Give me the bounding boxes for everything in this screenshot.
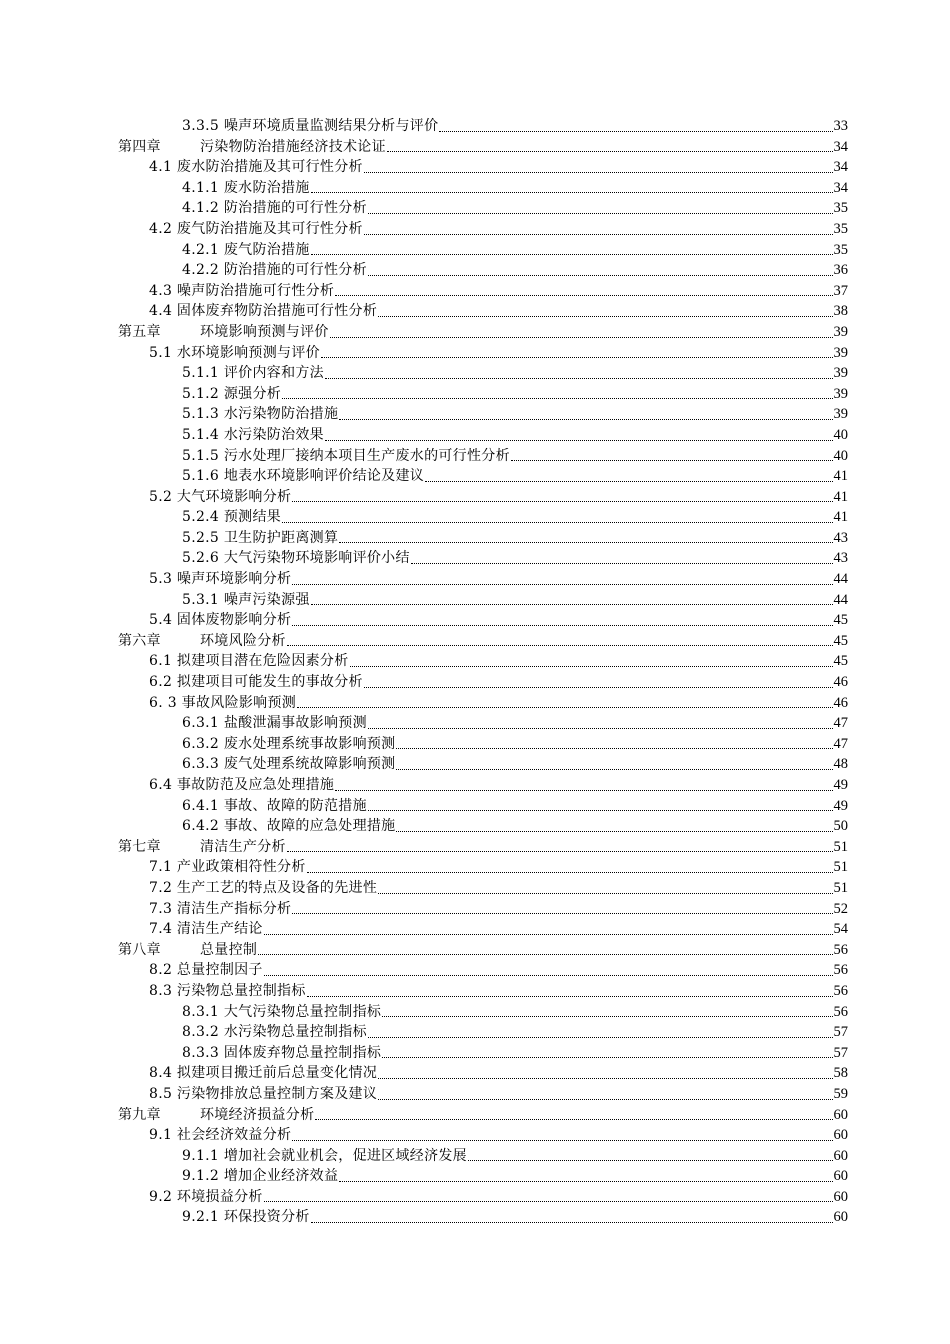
toc-entry-title — [118, 837, 286, 858]
toc-page-number: 57 — [833, 1024, 848, 1041]
toc-entry-title: 4.3 噪声防治措施可行性分析 — [149, 282, 335, 299]
toc-entry[interactable] — [118, 651, 848, 672]
toc-dot-leader — [368, 809, 833, 811]
toc-page-number: 45 — [833, 632, 848, 649]
toc-page-number: 39 — [833, 344, 848, 361]
toc-entry[interactable] — [118, 693, 848, 714]
toc-entry-title: 5.2 大气环境影响分析 — [149, 488, 292, 505]
toc-dot-leader — [292, 500, 832, 502]
toc-dot-leader — [396, 830, 832, 832]
toc-dot-leader — [468, 1159, 833, 1161]
toc-chapter-entry[interactable] — [118, 322, 848, 343]
toc-entry-title: 5.1.5 污水处理厂接纳本项目生产废水的可行性分析 — [182, 447, 510, 464]
toc-entry-title: 5.1.4 水污染防治效果 — [182, 426, 324, 443]
toc-entry[interactable] — [118, 507, 848, 528]
toc-entry-title: 5.1 水环境影响预测与评价 — [149, 344, 320, 361]
toc-dot-leader — [382, 1015, 832, 1017]
toc-entry[interactable] — [118, 528, 848, 549]
toc-dot-leader — [297, 706, 832, 708]
toc-page-number: 60 — [833, 1188, 848, 1205]
toc-entry[interactable] — [118, 487, 848, 508]
toc-entry-title: 5.3 噪声环境影响分析 — [149, 571, 292, 588]
toc-dot-leader — [311, 1221, 833, 1223]
toc-dot-leader — [311, 191, 833, 193]
toc-entry-title: 6.2 拟建项目可能发生的事故分析 — [149, 674, 363, 691]
toc-page-number: 39 — [833, 385, 848, 402]
toc-entry-title: 7.4 清洁生产结论 — [149, 921, 263, 938]
toc-page-number: 44 — [833, 591, 848, 608]
toc-entry[interactable] — [118, 116, 848, 137]
toc-page-number: 47 — [833, 735, 848, 752]
toc-entry-title: 3.3.5 噪声环境质量监测结果分析与评价 — [182, 118, 439, 134]
toc-chapter-title: 环境风险分析 — [200, 632, 286, 649]
toc-dot-leader — [292, 1139, 832, 1141]
toc-chapter-number: 第四章 — [118, 138, 161, 155]
toc-entry[interactable] — [118, 240, 848, 261]
toc-chapter-title: 总量控制 — [200, 941, 258, 958]
toc-dot-leader — [287, 644, 833, 646]
toc-dot-leader — [307, 871, 833, 873]
toc-entry[interactable] — [118, 919, 848, 940]
toc-entry[interactable] — [118, 878, 848, 899]
toc-entry-title: 6.3.2 废水处理系统事故影响预测 — [182, 735, 396, 752]
toc-dot-leader — [339, 1180, 832, 1182]
toc-entry[interactable] — [118, 899, 848, 920]
toc-entry-title: 4.2.2 防治措施的可行性分析 — [182, 262, 367, 279]
toc-entry-title: 6.4.1 事故、故障的防范措施 — [182, 797, 367, 814]
toc-entry-title: 5.4 固体废物影响分析 — [149, 612, 292, 629]
toc-chapter-title: 清洁生产分析 — [200, 838, 286, 855]
toc-entry[interactable] — [118, 796, 848, 817]
toc-entry[interactable] — [118, 301, 848, 322]
toc-page-number: 41 — [833, 509, 848, 526]
toc-dot-leader — [387, 150, 833, 152]
toc-dot-leader — [396, 747, 832, 749]
toc-entry-title: 4.2 废气防治措施及其可行性分析 — [149, 220, 363, 237]
toc-page-number: 51 — [833, 859, 848, 876]
toc-entry-title: 5.1.6 地表水环境影响评价结论及建议 — [182, 468, 425, 485]
toc-entry[interactable] — [118, 816, 848, 837]
toc-entry[interactable] — [118, 219, 848, 240]
toc-page-number: 35 — [833, 241, 848, 258]
toc-dot-leader — [335, 789, 832, 791]
toc-dot-leader — [282, 397, 832, 399]
toc-entry[interactable] — [118, 1002, 848, 1023]
toc-dot-leader — [439, 130, 832, 132]
toc-page-number: 60 — [833, 1209, 848, 1226]
toc-chapter-number: 第八章 — [118, 941, 161, 958]
toc-dot-leader — [325, 377, 833, 379]
toc-page-number: 59 — [833, 1085, 848, 1102]
toc-entry[interactable] — [118, 1207, 848, 1228]
toc-page-number: 36 — [833, 262, 848, 279]
toc-entry[interactable] — [118, 404, 848, 425]
toc-entry-title — [118, 137, 386, 158]
toc-dot-leader — [382, 1056, 832, 1058]
toc-page-number: 38 — [833, 303, 848, 320]
toc-dot-leader — [339, 541, 832, 543]
toc-page-number: 49 — [833, 777, 848, 793]
toc-page-number: 57 — [833, 1044, 848, 1061]
toc-entry-title — [118, 940, 257, 961]
toc-page-number: 39 — [833, 406, 848, 423]
toc-entry-title: 8.3.2 水污染物总量控制指标 — [182, 1024, 367, 1041]
toc-page-number: 60 — [833, 1127, 848, 1144]
toc-entry[interactable] — [118, 569, 848, 590]
toc-entry-title: 7.1 产业政策相符性分析 — [149, 859, 306, 876]
toc-entry[interactable] — [118, 260, 848, 281]
toc-dot-leader — [364, 171, 833, 173]
toc-page-number: 54 — [833, 921, 848, 938]
toc-dot-leader — [335, 294, 832, 296]
toc-entry-title: 7.3 清洁生产指标分析 — [149, 900, 292, 917]
toc-entry[interactable] — [118, 981, 848, 1002]
toc-dot-leader — [330, 336, 833, 338]
toc-page-number: 39 — [833, 365, 848, 382]
toc-dot-leader — [264, 974, 833, 976]
toc-entry[interactable] — [118, 610, 848, 631]
toc-dot-leader — [350, 665, 833, 667]
toc-entry[interactable] — [118, 1043, 848, 1064]
toc-chapter-number: 第五章 — [118, 323, 161, 340]
toc-entry-title: 5.2.5 卫生防护距离测算 — [182, 529, 339, 546]
toc-entry-title: 4.2.1 废气防治措施 — [182, 241, 310, 258]
toc-page-number: 60 — [833, 1106, 848, 1123]
toc-dot-leader — [368, 274, 833, 276]
toc-page-number: 41 — [833, 468, 848, 485]
toc-entry-title: 7.2 生产工艺的特点及设备的先进性 — [149, 879, 378, 896]
toc-entry[interactable] — [118, 713, 848, 734]
toc-dot-leader — [292, 624, 832, 626]
toc-entry[interactable] — [118, 672, 848, 693]
toc-entry[interactable] — [118, 857, 848, 878]
toc-page-number: 34 — [833, 159, 848, 176]
toc-page-number: 33 — [833, 118, 848, 134]
toc-page-number: 44 — [833, 571, 848, 588]
toc-dot-leader — [292, 912, 832, 914]
toc-dot-leader — [292, 583, 832, 585]
toc-page-number: 56 — [833, 962, 848, 979]
toc-chapter-entry[interactable] — [118, 631, 848, 652]
toc-dot-leader — [258, 953, 832, 955]
toc-page-number: 56 — [833, 941, 848, 958]
toc-chapter-title: 环境经济损益分析 — [200, 1106, 315, 1123]
toc-dot-leader — [411, 562, 833, 564]
toc-dot-leader — [368, 212, 833, 214]
toc-chapter-entry[interactable] — [118, 1105, 848, 1126]
toc-entry[interactable] — [118, 198, 848, 219]
toc-entry-title: 8.2 总量控制因子 — [149, 962, 263, 979]
toc-chapter-number: 第九章 — [118, 1106, 161, 1123]
toc-chapter-number: 第六章 — [118, 632, 161, 649]
toc-entry[interactable] — [118, 590, 848, 611]
toc-entry[interactable] — [118, 1125, 848, 1146]
toc-dot-leader — [282, 521, 832, 523]
toc-dot-leader — [364, 233, 833, 235]
toc-entry-title: 8.3.1 大气污染物总量控制指标 — [182, 1003, 382, 1020]
toc-chapter-entry[interactable] — [118, 837, 848, 858]
toc-entry[interactable] — [118, 1022, 848, 1043]
toc-entry[interactable] — [118, 157, 848, 178]
toc-entry-title: 4.1.2 防治措施的可行性分析 — [182, 200, 367, 217]
toc-chapter-title: 环境影响预测与评价 — [200, 323, 329, 340]
toc-entry-title: 9.2.1 环保投资分析 — [182, 1209, 310, 1226]
toc-dot-leader — [368, 1036, 833, 1038]
toc-entry[interactable] — [118, 281, 848, 302]
toc-entry-title: 9.1 社会经济效益分析 — [149, 1127, 292, 1144]
toc-entry[interactable] — [118, 960, 848, 981]
toc-page-number: 48 — [833, 756, 848, 773]
toc-page-number: 43 — [833, 529, 848, 546]
toc-dot-leader — [264, 933, 833, 935]
toc-dot-leader — [264, 1200, 833, 1202]
toc-page-number: 60 — [833, 1168, 848, 1185]
toc-dot-leader — [315, 1118, 832, 1120]
toc-entry-title: 8.5 污染物排放总量控制方案及建议 — [149, 1085, 378, 1102]
toc-dot-leader — [311, 603, 833, 605]
toc-entry-title: 8.3.3 固体废弃物总量控制指标 — [182, 1044, 382, 1061]
toc-dot-leader — [378, 892, 832, 894]
toc-dot-leader — [287, 850, 833, 852]
toc-page-number: 35 — [833, 220, 848, 237]
toc-dot-leader — [396, 768, 832, 770]
toc-entry[interactable] — [118, 548, 848, 569]
toc-entry-title: 5.1.3 水污染物防治措施 — [182, 406, 339, 423]
toc-page-number: 56 — [833, 982, 848, 999]
toc-entry-title: 8.3 污染物总量控制指标 — [149, 982, 306, 999]
toc-page-number: 37 — [833, 282, 848, 299]
toc-entry-title: 6. 3 事故风险影响预测 — [149, 694, 297, 711]
toc-page-number: 50 — [833, 818, 848, 835]
toc-entry[interactable] — [118, 1063, 848, 1084]
toc-entry[interactable] — [118, 734, 848, 755]
toc-dot-leader — [425, 480, 832, 482]
toc-page-number: 34 — [833, 179, 848, 196]
toc-entry-title — [118, 1105, 314, 1126]
toc-page-number: 52 — [833, 900, 848, 917]
toc-page-number: 34 — [833, 138, 848, 155]
toc-dot-leader — [378, 315, 832, 317]
toc-page-number: 35 — [833, 200, 848, 217]
toc-page-number: 51 — [833, 838, 848, 855]
toc-page-number: 51 — [833, 879, 848, 896]
toc-entry[interactable] — [118, 425, 848, 446]
toc-page-number: 58 — [833, 1065, 848, 1082]
toc-page-number: 41 — [833, 488, 848, 505]
toc-entry[interactable] — [118, 1187, 848, 1208]
toc-page-number: 45 — [833, 612, 848, 629]
toc-entry[interactable] — [118, 363, 848, 384]
toc-dot-leader — [378, 1098, 832, 1100]
toc-page-number: 43 — [833, 550, 848, 567]
toc-entry-title: 9.1.1 增加社会就业机会，促进区域经济发展 — [182, 1147, 467, 1164]
toc-entry-title: 5.3.1 噪声污染源强 — [182, 591, 310, 608]
toc-entry[interactable] — [118, 446, 848, 467]
toc-page-number: 49 — [833, 797, 848, 814]
toc-entry-title: 5.2.6 大气污染物环境影响评价小结 — [182, 550, 410, 567]
toc-dot-leader — [321, 356, 833, 358]
toc-chapter-entry[interactable] — [118, 137, 848, 158]
toc-dot-leader — [364, 686, 833, 688]
toc-page-number: 47 — [833, 715, 848, 732]
toc-entry-title: 5.1.1 评价内容和方法 — [182, 365, 324, 382]
toc-entry[interactable] — [118, 775, 848, 796]
toc-entry-title: 8.4 拟建项目搬迁前后总量变化情况 — [149, 1065, 378, 1082]
toc-page-number: 40 — [833, 426, 848, 443]
toc-entry[interactable] — [118, 1146, 848, 1167]
toc-dot-leader — [378, 1077, 832, 1079]
toc-entry-title: 4.4 固体废弃物防治措施可行性分析 — [149, 303, 378, 320]
table-of-contents — [118, 116, 848, 1228]
toc-entry-title: 5.1.2 源强分析 — [182, 385, 282, 402]
toc-entry[interactable] — [118, 466, 848, 487]
toc-entry[interactable] — [118, 754, 848, 775]
toc-page-number: 40 — [833, 447, 848, 464]
toc-entry[interactable] — [118, 1084, 848, 1105]
toc-entry-title: 6.3.3 废气处理系统故障影响预测 — [182, 756, 396, 773]
toc-dot-leader — [511, 459, 833, 461]
toc-entry-title — [118, 631, 286, 652]
toc-entry[interactable] — [118, 384, 848, 405]
toc-entry-title: 9.2 环境损益分析 — [149, 1188, 263, 1205]
toc-entry-title: 6.1 拟建项目潜在危险因素分析 — [149, 653, 349, 670]
toc-entry-title: 6.4.2 事故、故障的应急处理措施 — [182, 818, 396, 835]
toc-entry[interactable] — [118, 343, 848, 364]
toc-entry[interactable] — [118, 1166, 848, 1187]
toc-entry-title: 4.1.1 废水防治措施 — [182, 179, 310, 196]
toc-chapter-title: 污染物防治措施经济技术论证 — [200, 138, 386, 155]
toc-chapter-entry[interactable] — [118, 940, 848, 961]
toc-entry-title: 5.2.4 预测结果 — [182, 509, 282, 526]
toc-page-number: 45 — [833, 653, 848, 670]
toc-dot-leader — [339, 418, 832, 420]
toc-page-number: 60 — [833, 1147, 848, 1164]
toc-page-number: 56 — [833, 1003, 848, 1020]
toc-entry-title: 6.3.1 盐酸泄漏事故影响预测 — [182, 715, 367, 732]
toc-entry-title — [118, 322, 329, 343]
toc-page-number: 46 — [833, 674, 848, 691]
toc-dot-leader — [325, 439, 833, 441]
toc-dot-leader — [307, 995, 833, 997]
toc-page-number: 39 — [833, 323, 848, 340]
toc-dot-leader — [368, 727, 833, 729]
toc-dot-leader — [311, 253, 833, 255]
toc-page-number: 46 — [833, 694, 848, 711]
toc-entry-title: 4.1 废水防治措施及其可行性分析 — [149, 159, 363, 176]
toc-entry[interactable] — [118, 178, 848, 199]
toc-entry-title: 6.4 事故防范及应急处理措施 — [149, 777, 335, 793]
toc-entry-title: 9.1.2 增加企业经济效益 — [182, 1168, 339, 1185]
toc-chapter-number: 第七章 — [118, 838, 161, 855]
